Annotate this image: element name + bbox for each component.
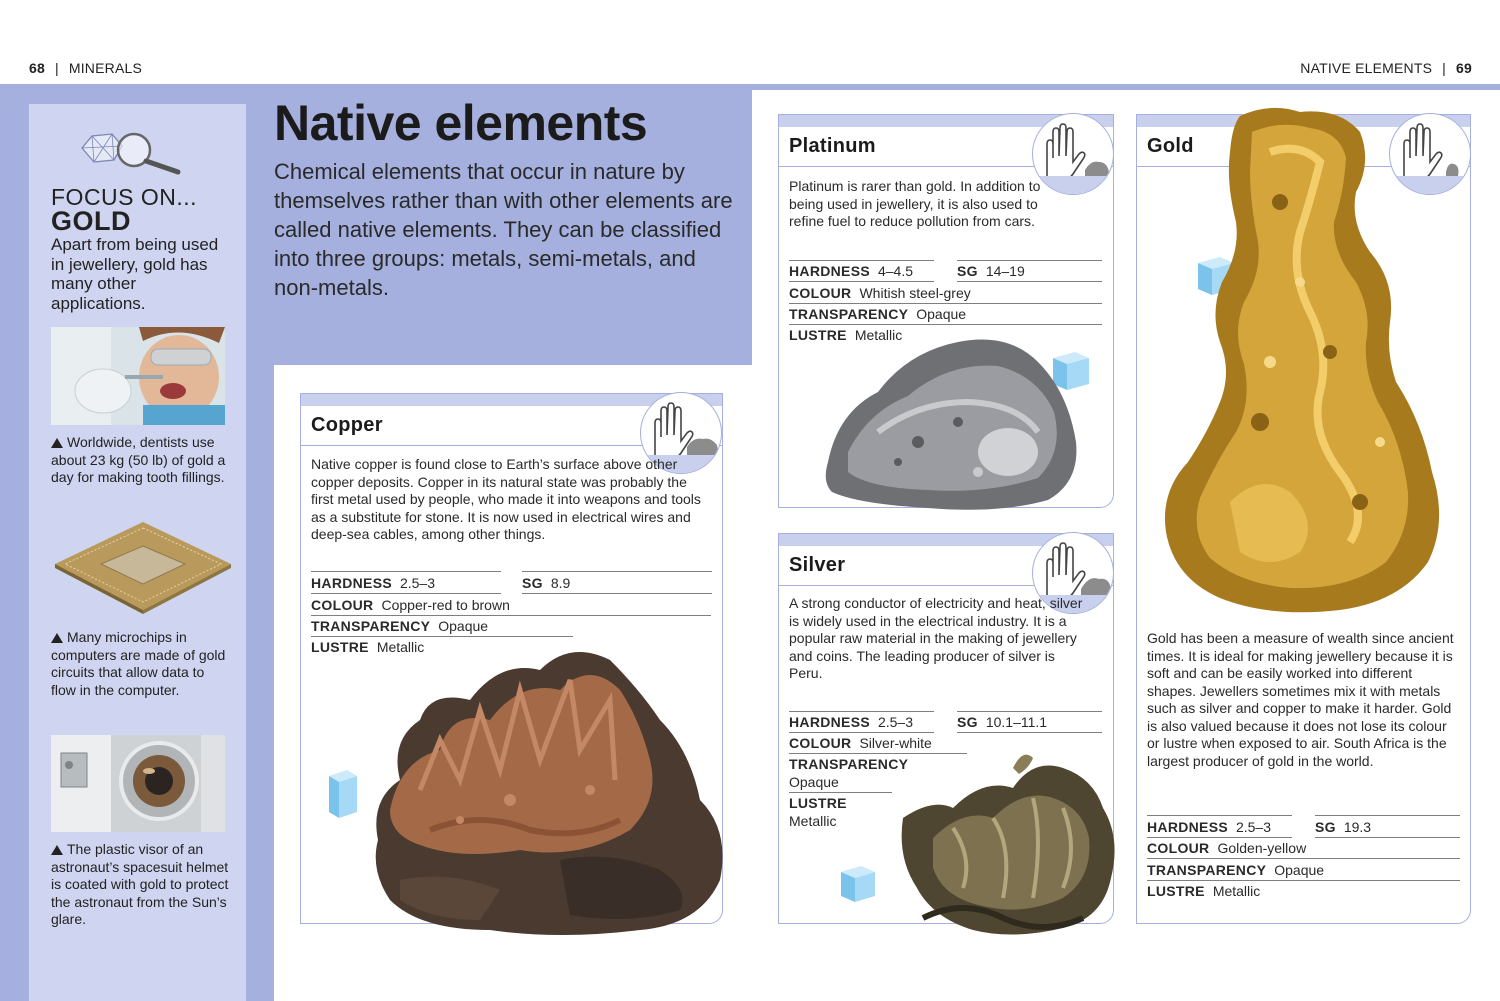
- scale-cube-icon: [837, 864, 879, 904]
- transparency-label: TRANSPARENCY: [311, 618, 431, 634]
- card-title: Silver: [789, 554, 846, 576]
- divider: [311, 571, 501, 572]
- hardness-label: HARDNESS: [789, 263, 870, 279]
- lustre-value: Metallic: [854, 327, 903, 343]
- divider: [1315, 837, 1460, 838]
- hardness-row: [789, 263, 913, 279]
- divider: [789, 260, 934, 261]
- hardness-label: HARDNESS: [789, 714, 870, 730]
- sg-row: [1315, 819, 1371, 835]
- focus-intro: Apart from being used in jewellery, gold has many other applications.: [51, 235, 219, 313]
- copper-specimen-image: [360, 630, 740, 940]
- lustre-label: LUSTRE: [1147, 883, 1205, 899]
- transparency-value-row: [789, 774, 839, 790]
- sg-label: SG: [957, 714, 978, 730]
- colour-value: Golden-yellow: [1217, 840, 1307, 856]
- sg-value: 10.1–11.1: [985, 714, 1048, 730]
- transparency-value: Opaque: [438, 618, 489, 634]
- colour-row: [1147, 840, 1306, 856]
- caption-text: Many microchips in computers are made of gold circuits that allow data to flow in the computer.: [51, 629, 226, 698]
- page-title: Native elements: [274, 95, 648, 151]
- divider: [311, 593, 501, 594]
- divider: [311, 615, 711, 616]
- divider: [1147, 815, 1292, 816]
- section-name-left: MINERALS: [68, 60, 143, 76]
- divider: [789, 303, 1102, 304]
- sg-label: SG: [522, 575, 543, 591]
- gem-magnifier-icon: [78, 126, 186, 176]
- focus-caption-2: [51, 629, 231, 699]
- card-description: Gold has been a measure of wealth since ancient times. It is ideal for making jewellery because it is soft and can be easily worked into different shapes. Jewellers sometimes mix it with metals such as silver and copper to make it harder. Gold is also valued because it does not lose its colour or lustre when exposed to air. South Africa is the largest producer of gold in the world.: [1147, 630, 1454, 769]
- divider: [789, 792, 892, 793]
- divider: [789, 324, 1102, 325]
- colour-label: COLOUR: [789, 285, 852, 301]
- astronaut-helmet-photo: [51, 735, 225, 832]
- colour-value: Silver-white: [859, 735, 932, 751]
- divider: [789, 711, 934, 712]
- transparency-row: [1147, 862, 1324, 878]
- hardness-value: 2.5–3: [1235, 819, 1272, 835]
- colour-row: [311, 597, 510, 613]
- divider: [957, 711, 1102, 712]
- lustre-value: Metallic: [1212, 883, 1261, 899]
- transparency-label: TRANSPARENCY: [789, 756, 909, 772]
- triangle-icon: [51, 845, 63, 855]
- card-description: Native copper is found close to Earth’s surface above other copper deposits. Copper in its natural state was probably the first metal used by people, who made it into weapons and tools as a substitute for stone. It is now used in electrical wires and deep-sea cables, among other things.: [311, 456, 701, 542]
- caption-text: Worldwide, dentists use about 23 kg (50 lb) of gold a day for making tooth fillings.: [51, 434, 226, 485]
- hardness-value: 4–4.5: [877, 263, 914, 279]
- colour-row: [789, 285, 971, 301]
- transparency-label: TRANSPARENCY: [1147, 862, 1267, 878]
- focus-caption-1: [51, 434, 231, 487]
- lustre-label: LUSTRE: [789, 795, 847, 811]
- colour-value: Whitish steel-grey: [859, 285, 971, 301]
- card-description: A strong conductor of electricity and heat, silver is widely used in the electrical industry. It is a popular raw material in the making of jewellery and coins. The leading producer of silver is Peru.: [789, 595, 1083, 681]
- colour-value: Copper-red to brown: [381, 597, 510, 613]
- hardness-row: [1147, 819, 1271, 835]
- section-name-right: NATIVE ELEMENTS: [1300, 60, 1433, 76]
- divider: [522, 593, 712, 594]
- transparency-value: Opaque: [916, 306, 967, 322]
- lustre-label: LUSTRE: [311, 639, 369, 655]
- triangle-icon: [51, 438, 63, 448]
- card-description: Platinum is rarer than gold. In addition to being used in jewellery, it is also used to refine fuel to reduce pollution from cars.: [789, 178, 1041, 229]
- card-title: Platinum: [789, 135, 876, 157]
- sg-row: [957, 714, 1047, 730]
- lustre-row: [1147, 883, 1260, 899]
- card-title: Copper: [311, 414, 383, 436]
- page-number-right: 69: [1456, 60, 1472, 76]
- gold-specimen-image: [1160, 102, 1450, 620]
- colour-label: COLOUR: [311, 597, 374, 613]
- running-head-right: NATIVE ELEMENTS | 69: [1300, 60, 1472, 76]
- sg-value: 19.3: [1343, 819, 1372, 835]
- hardness-label: HARDNESS: [1147, 819, 1228, 835]
- platinum-specimen-image: [818, 332, 1080, 514]
- transparency-row: [789, 306, 966, 322]
- focus-heading: FOCUS ON...: [51, 184, 198, 210]
- transparency-value: Opaque: [1274, 862, 1325, 878]
- focus-subject: GOLD: [51, 206, 131, 236]
- sg-value: 14–19: [985, 263, 1025, 279]
- lustre-value-row: [789, 813, 836, 829]
- divider: [1147, 858, 1460, 859]
- divider: [522, 571, 712, 572]
- divider: [957, 732, 1102, 733]
- sg-row: [957, 263, 1025, 279]
- sg-value: 8.9: [550, 575, 571, 591]
- transparency-label: TRANSPARENCY: [789, 306, 909, 322]
- caption-text: The plastic visor of an astronaut’s spacesuit helmet is coated with gold to protect the astronaut from the Sun’s glare.: [51, 841, 229, 927]
- divider: [957, 260, 1102, 261]
- hardness-value: 2.5–3: [877, 714, 914, 730]
- divider: [1315, 815, 1460, 816]
- divider: [1147, 837, 1292, 838]
- lustre-label-row: [789, 795, 855, 811]
- hardness-value: 2.5–3: [399, 575, 436, 591]
- scale-cube-icon: [325, 768, 361, 820]
- lustre-value: Metallic: [789, 813, 837, 829]
- divider: [1147, 880, 1460, 881]
- triangle-icon: [51, 633, 63, 643]
- divider: [789, 732, 934, 733]
- colour-label: COLOUR: [789, 735, 852, 751]
- running-head-left: 68 | MINERALS: [29, 60, 143, 76]
- microchip-photo: [51, 518, 225, 614]
- transparency-value: Opaque: [789, 774, 839, 790]
- lustre-label: LUSTRE: [789, 327, 847, 343]
- silver-specimen-image: [893, 748, 1125, 940]
- page-number-left: 68: [29, 60, 45, 76]
- hardness-row: [311, 575, 435, 591]
- sg-row: [522, 575, 570, 591]
- page-intro: Chemical elements that occur in nature by themselves rather than with other elements are called native elements. They can be classified into three groups: metals, semi-metals, and non-metals.: [274, 159, 733, 300]
- sg-label: SG: [957, 263, 978, 279]
- hardness-label: HARDNESS: [311, 575, 392, 591]
- focus-caption-3: [51, 841, 231, 929]
- card-title: Gold: [1147, 135, 1194, 157]
- divider: [789, 281, 934, 282]
- colour-label: COLOUR: [1147, 840, 1210, 856]
- lustre-value: Metallic: [376, 639, 425, 655]
- hardness-row: [789, 714, 913, 730]
- dentist-photo: [51, 327, 225, 425]
- sg-label: SG: [1315, 819, 1336, 835]
- divider: [957, 281, 1102, 282]
